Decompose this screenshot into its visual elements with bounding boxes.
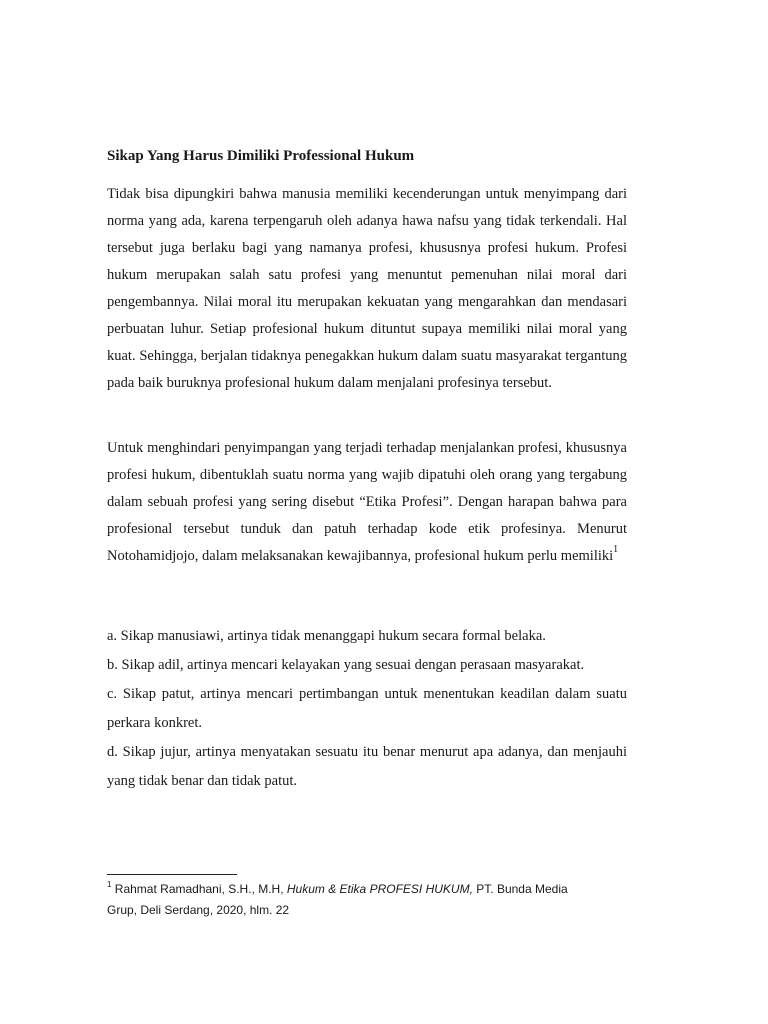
paragraph-2	[107, 435, 627, 570]
footnote-publisher: PT. Bunda Media Grup, Deli Serdang, 2020, hlm. 22	[107, 882, 568, 917]
footnote-author: Rahmat Ramadhani, S.H., M.H,	[114, 882, 284, 896]
paragraph-2-text: Untuk menghindari penyimpangan yang terjadi terhadap menjalankan profesi, khususnya profesi hukum, dibentuklah suatu norma yang wajib dipatuhi oleh orang yang tergabung dalam sebuah profesi yang sering disebut “Etika Profesi”. Dengan harapan bahwa para profesional tersebut tunduk dan patuh terhadap kode etik profesinya. Menurut Notohamidjojo, dalam melaksanakan kewajibannya, profesional hukum perlu memiliki	[107, 440, 627, 564]
footnote-reference[interactable]: 1	[613, 544, 619, 556]
footnote-book-title: Hukum & Etika PROFESI HUKUM,	[286, 882, 473, 896]
document-page	[107, 0, 627, 1024]
footnote-divider	[107, 874, 237, 875]
paragraph-1: Tidak bisa dipungkiri bahwa manusia memiliki kecenderungan untuk menyimpang dari norma yang ada, karena terpengaruh oleh adanya hawa nafsu yang tidak terkendali. Hal tersebut juga berlaku bagi yang namanya profesi, khususnya profesi hukum. Profesi hukum merupakan salah satu profesi yang menuntut pemenuhan nilai moral dari pengembannya. Nilai moral itu merupakan kekuatan yang mengarahkan dan mendasari perbuatan luhur. Setiap profesional hukum dituntut supaya memiliki nilai moral yang kuat. Sehingga, berjalan tidaknya penegakkan hukum dalam suatu masyarakat tergantung pada baik buruknya profesional hukum dalam menjalani profesinya tersebut.	[107, 186, 627, 391]
attitude-list	[107, 622, 627, 796]
list-item-b: b. Sikap adil, artinya mencari kelayakan yang sesuai dengan perasaan masyarakat.	[107, 657, 585, 673]
footnote-number: 1	[107, 880, 112, 889]
document-title: Sikap Yang Harus Dimiliki Professional Hukum	[107, 148, 415, 164]
list-item-c: c. Sikap patut, artinya mencari pertimbangan untuk menentukan keadilan dalam suatu perkara konkret.	[107, 686, 627, 731]
footnote	[107, 879, 587, 921]
list-item-a: a. Sikap manusiawi, artinya tidak menanggapi hukum secara formal belaka.	[107, 628, 546, 644]
list-item-d: d. Sikap jujur, artinya menyatakan sesuatu itu benar menurut apa adanya, dan menjauhi yang tidak benar dan tidak patut.	[107, 744, 627, 789]
